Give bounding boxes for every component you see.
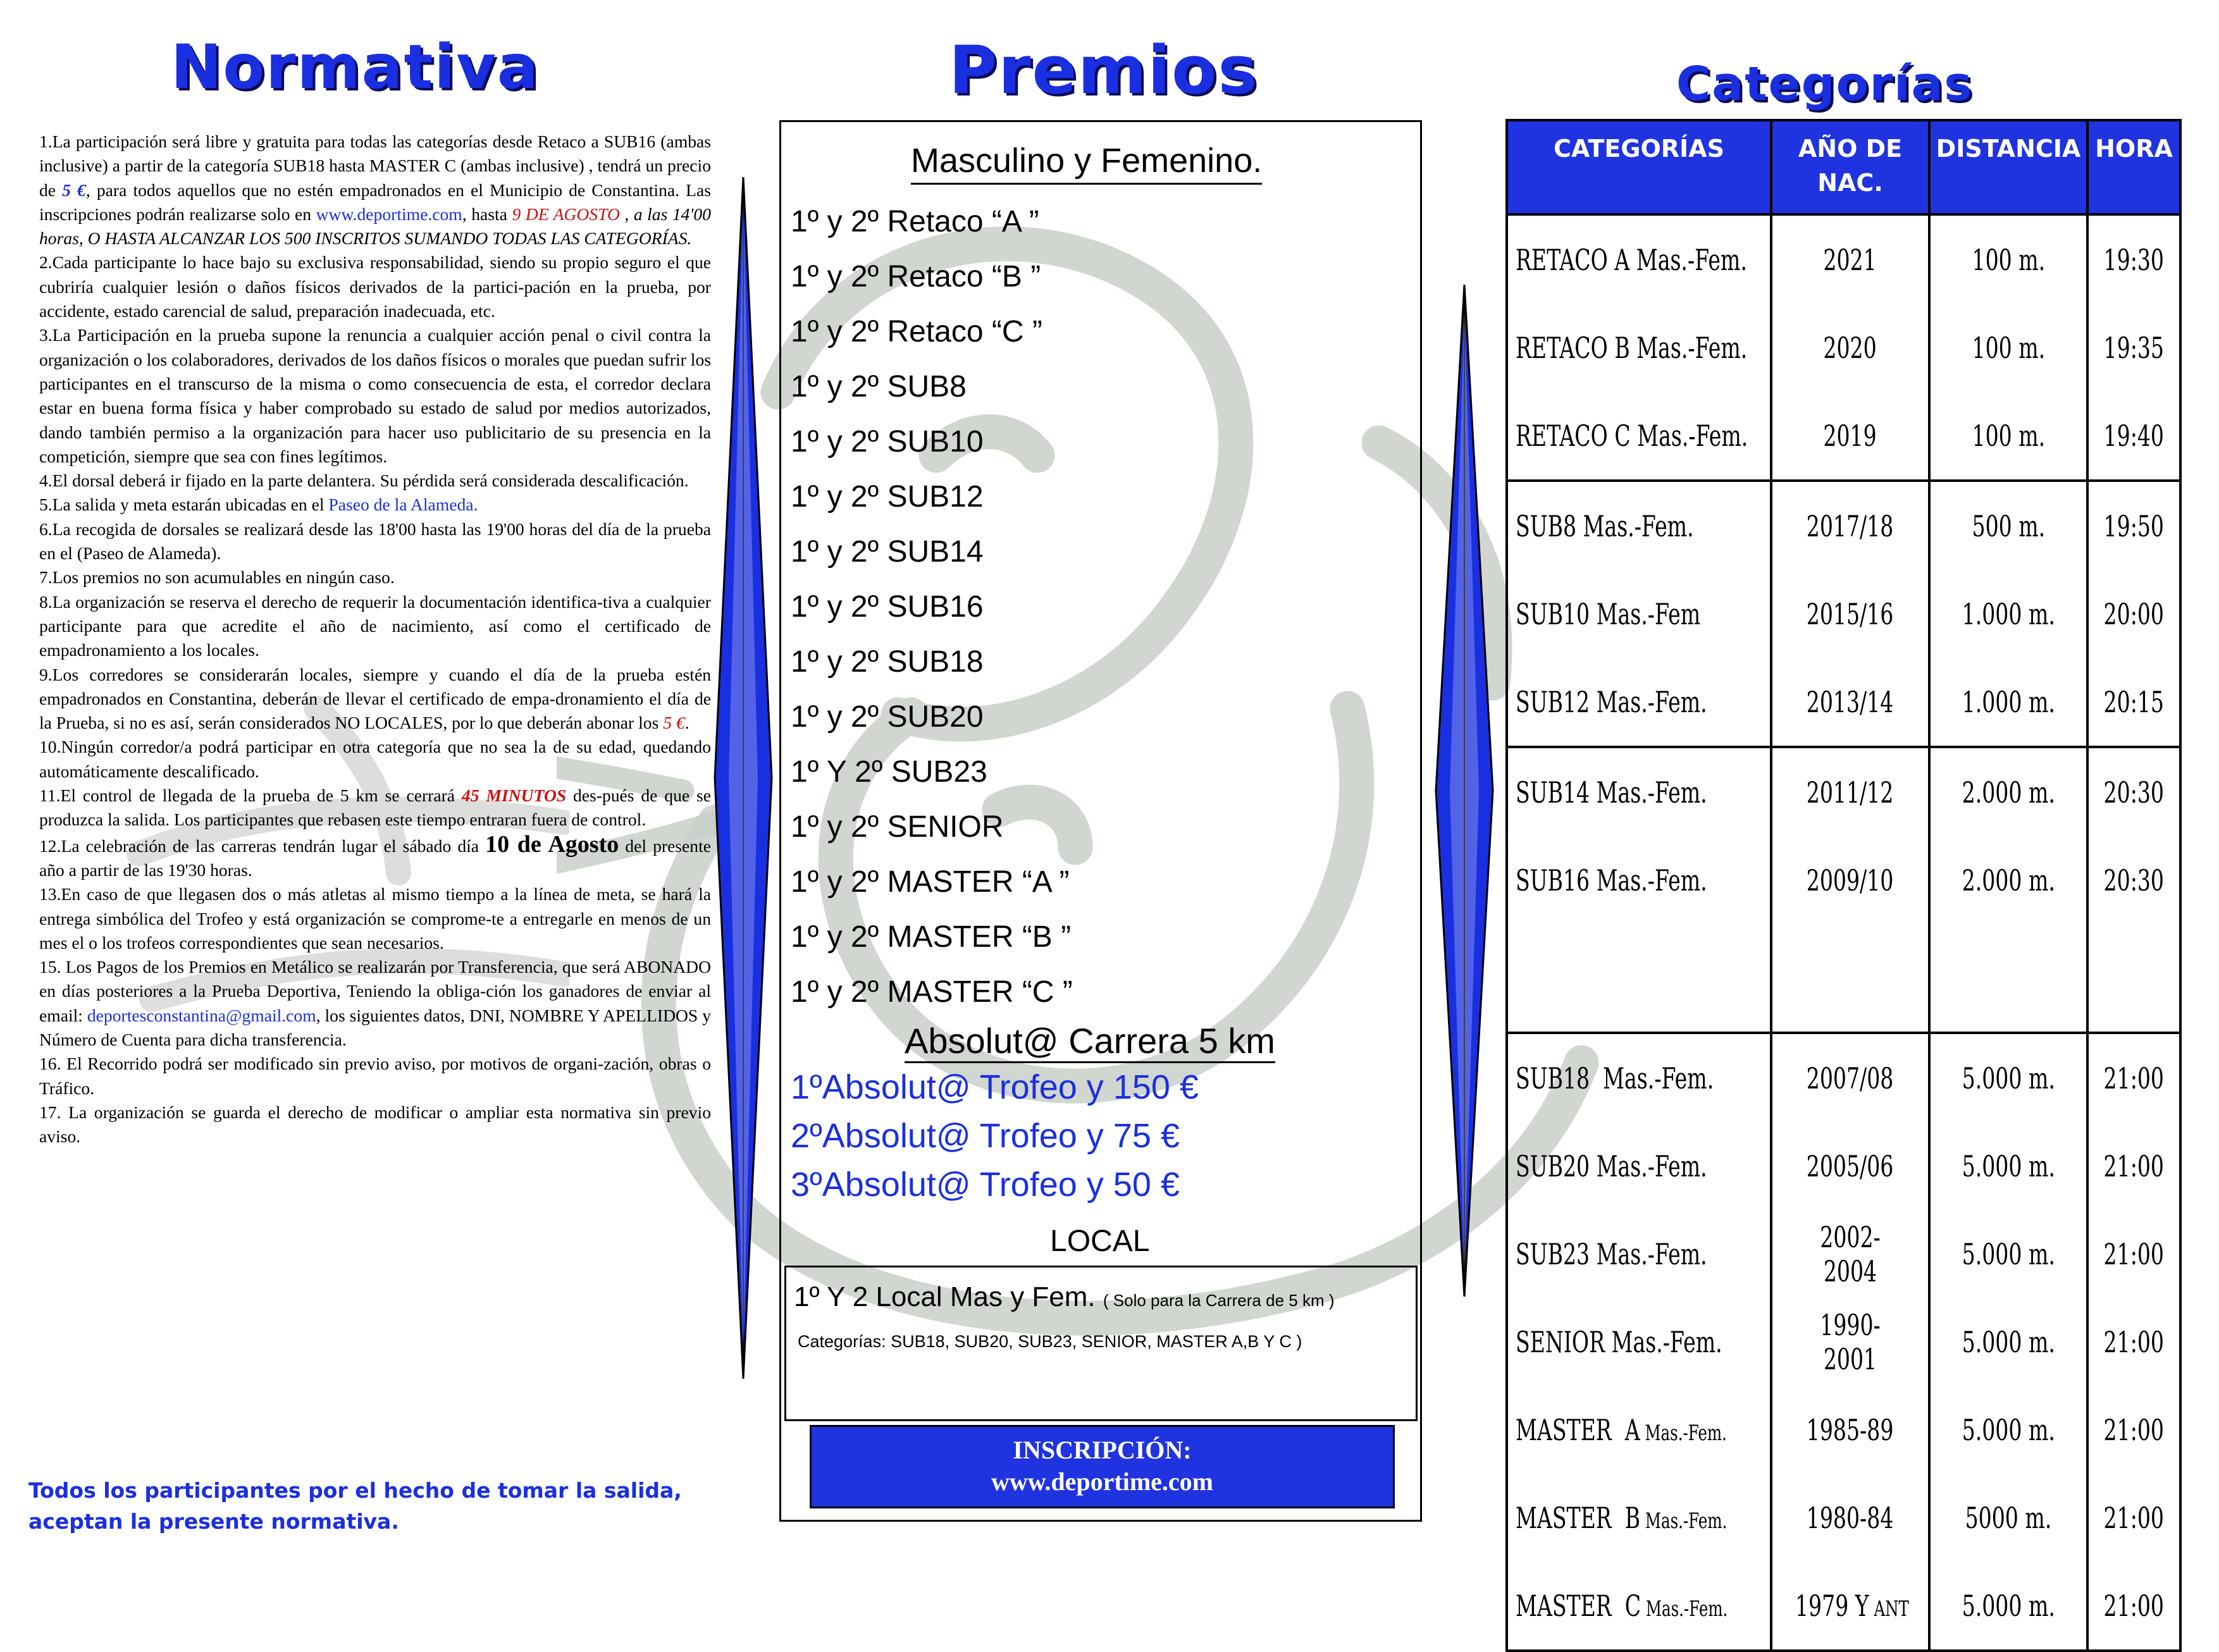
rule-1-deadline: 9 DE AGOSTO: [512, 204, 620, 224]
birth-year: 2011/12: [1807, 775, 1894, 810]
distance: 100 m.: [1972, 242, 2045, 277]
table-row: [1507, 1386, 2180, 1474]
distance: 5000 m.: [1965, 1500, 2052, 1535]
rule-9-price: 5 €: [663, 713, 685, 733]
category-name: SUB12 Mas.-Fem.: [1516, 684, 1707, 719]
birth-year: 1985-89: [1807, 1412, 1894, 1447]
start-time: 21:00: [2103, 1412, 2165, 1447]
header-hora: HORA: [2087, 120, 2180, 214]
rule-5-text: 5.La salida y meta estarán ubicadas en el: [39, 495, 329, 515]
birth-year: 2020: [1823, 330, 1877, 365]
rule-11: [39, 784, 711, 832]
table-row: [1507, 1210, 2180, 1298]
table-row: [1507, 214, 2180, 304]
start-time: 21:00: [2103, 1061, 2165, 1095]
birth-year: 2005/06: [1807, 1149, 1894, 1183]
birth-year-suffix: ANT: [1869, 1596, 1909, 1622]
normativa-footer-note: Todos los participantes por el hecho de tomar la salida, aceptan la presente normativa.: [28, 1478, 682, 1534]
rule-4: 4.El dorsal deberá ir fijado en la parte delantera. Su pérdida será considerada descalificación.: [39, 471, 689, 491]
rule-6: 6.La recogida de dorsales se realizará desde las 18'00 hasta las 19'00 horas del día de la prueba en el (Paseo de Alameda).: [39, 519, 711, 564]
distance: 100 m.: [1972, 418, 2045, 453]
distance: 2.000 m.: [1962, 863, 2055, 897]
rule-5: [39, 493, 711, 517]
distance: 1.000 m.: [1962, 684, 2055, 719]
table-row: [1507, 747, 2180, 836]
start-time: 21:00: [2103, 1588, 2165, 1623]
normativa-heading: Normativa: [171, 32, 540, 102]
rule-16: 16. El Recorrido podrá ser modificado sin previo aviso, por motivos de organi-zación, obras o Tráfico.: [39, 1054, 711, 1098]
rule-9-text-b: .: [684, 713, 689, 733]
category-name: [1516, 1501, 1727, 1535]
rule-15-text: 15. Los Pagos de los Premios en Metálico se realizarán por Transferencia, que será ABONADO en días posteriores a la Prueba Deportiva, Teniendo la obliga-ción los ganadores de enviar al email:: [39, 957, 711, 1025]
category-name: SUB14 Mas.-Fem.: [1516, 775, 1707, 810]
start-time: 21:00: [2103, 1149, 2165, 1183]
birth-year: 1990-2001: [1820, 1307, 1881, 1376]
distance: 2.000 m.: [1962, 775, 2055, 810]
start-time: 19:50: [2103, 509, 2165, 543]
category-name: SUB20 Mas.-Fem.: [1516, 1149, 1707, 1183]
local-prize-categories: Categorías: SUB18, SUB20, SUB23, SENIOR, MASTER A,B Y C ): [798, 1332, 1302, 1351]
local-prize-note: ( Solo para la Carrera de 5 km ): [1103, 1291, 1335, 1310]
category-name: RETACO C Mas.-Fem.: [1516, 418, 1748, 453]
local-prize-box: [784, 1266, 1418, 1421]
prize-item: 1º y 2º SENIOR: [791, 810, 1004, 844]
prize-item: 1º y 2º SUB16: [791, 590, 984, 624]
contact-email-link[interactable]: deportesconstantina@gmail.com: [87, 1005, 316, 1025]
birth-year: [1795, 1589, 1909, 1623]
normativa-rules: [39, 130, 711, 1149]
prize-item: 1º y 2º MASTER “A ”: [791, 865, 1070, 899]
rule-12-text-b: del presente año a partir de las 19'30 horas.: [39, 835, 712, 880]
absolut-title: Absolut@ Carrera 5 km: [905, 1020, 1275, 1063]
rule-11-text-b: des-pués de que se produzca la salida. Los participantes que rebasen este tiempo entraran fuera de control.: [39, 786, 711, 830]
local-prize-main: [794, 1281, 1334, 1313]
distance: 1.000 m.: [1962, 596, 2055, 631]
rule-17: 17. La organización se guarda el derecho de modificar o ampliar esta normativa sin previo aviso.: [39, 1102, 711, 1147]
header-distancia: DISTANCIA: [1929, 120, 2087, 214]
table-row: [1507, 1122, 2180, 1210]
table-header-row: [1507, 120, 2180, 214]
local-prize-text: 1º Y 2 Local Mas y Fem.: [794, 1281, 1096, 1312]
right-diamond-divider: [1430, 285, 1499, 1297]
birth-year: 2021: [1823, 242, 1877, 277]
start-time: 21:00: [2103, 1500, 2165, 1535]
start-time: 21:00: [2103, 1324, 2165, 1359]
rule-1-price: 5 €: [62, 180, 86, 200]
prize-item: 1º y 2º SUB14: [791, 535, 984, 569]
absolut-prize-3: 3ºAbsolut@ Trofeo y 50 €: [791, 1166, 1180, 1204]
birth-year-main: 1979 Y: [1795, 1588, 1869, 1623]
table-row: [1507, 1562, 2180, 1651]
distance: 500 m.: [1972, 509, 2045, 543]
birth-year: 2002-2004: [1820, 1219, 1881, 1288]
rule-3: 3.La Participación en la prueba supone la renuncia a cualquier acción penal o civil contra la organización o los colaboradores, derivados de los daños físicos o morales que puedan sufrir los participantes en el transcurso de la misma o como consecuencia de esta, el corredor declara estar en buena forma física y haber comprobado su estado de salud por medios autorizados, dando también permiso a la organización para hacer uso publicitario de su presencia en la competición, siempre que sea con fines legítimos.: [39, 325, 711, 466]
category-name: SUB10 Mas.-Fem: [1516, 596, 1701, 631]
rule-11-time: 45 MINUTOS: [461, 786, 567, 806]
start-time: 19:30: [2103, 242, 2165, 277]
rule-1-text-d: , a las 14'00 horas, O HASTA ALCANZAR LOS 500 INSCRITOS SUMANDO TODAS LAS CATEGORÍAS.: [39, 204, 711, 249]
rule-15: [39, 955, 711, 1052]
prize-item: 1º y 2º SUB20: [791, 700, 984, 734]
start-time: 21:00: [2103, 1236, 2165, 1271]
birth-year: 2007/08: [1807, 1061, 1894, 1095]
category-name: SUB16 Mas.-Fem.: [1516, 863, 1707, 897]
rule-9-text: 9.Los corredores se considerarán locales, siempre y cuando el día de la prueba estén empadronados en Constantina, deberán de llevar el certificado de empa-dronamiento el día de la Prueba, si no es así, serán considerados NO LOCALES, por lo que deberán abonar los: [39, 664, 711, 733]
category-name: SUB8 Mas.-Fem.: [1516, 509, 1694, 543]
category-name-main: MASTER A: [1516, 1412, 1640, 1447]
distance: 5.000 m.: [1962, 1588, 2055, 1623]
rule-2: 2.Cada participante lo hace bajo su exclusiva responsabilidad, siendo su propio seguro el que cubriría cualquier lesión o daños físicos derivados de la partici-pación en la prueba, por accidente, estado carencial de salud, preparación inadecuada, etc.: [39, 252, 711, 321]
table-row: [1507, 658, 2180, 747]
left-diamond-divider: [708, 177, 778, 1379]
category-name: RETACO A Mas.-Fem.: [1516, 242, 1747, 277]
distance: 100 m.: [1972, 330, 2045, 365]
prize-item: 1º y 2º MASTER “B ”: [791, 920, 1072, 954]
birth-year: 2009/10: [1807, 863, 1894, 897]
premios-heading: Premios: [949, 32, 1259, 109]
rule-12: [39, 832, 711, 883]
prize-item: 1º Y 2º SUB23: [791, 755, 987, 789]
rule-12-text: 12.La celebración de las carreras tendrán lugar el sábado día: [39, 835, 486, 856]
inscripcion-banner[interactable]: [810, 1425, 1395, 1508]
category-name-main: MASTER B: [1516, 1500, 1641, 1535]
rule-5-location: Paseo de la Alameda.: [328, 495, 478, 515]
distance: 5.000 m.: [1962, 1149, 2055, 1183]
rule-1: [39, 130, 711, 250]
rule-1-text-c: , hasta: [462, 204, 512, 224]
rule-9: [39, 663, 711, 736]
birth-year: 2017/18: [1807, 509, 1894, 543]
category-name-main: MASTER C: [1516, 1588, 1641, 1623]
local-title: LOCAL: [1050, 1224, 1150, 1258]
rule-15-text-b: , los siguientes datos, DNI, NOMBRE Y APELLIDOS y Número de Cuenta para dicha transferencia.: [39, 1005, 711, 1049]
header-categorias: CATEGORÍAS: [1507, 120, 1771, 214]
table-row: [1507, 1474, 2180, 1562]
table-spacer-row: [1507, 924, 2180, 1033]
categorias-heading: Categorías: [1676, 57, 1974, 111]
rule-8: 8.La organización se reserva el derecho de requerir la documentación identifica-tiva a cualquier participante para que acredite el año de nacimiento, así como el certificado de empadronamiento a los locales.: [39, 591, 711, 660]
start-time: 20:15: [2103, 684, 2165, 719]
rule-12-date: 10 de Agosto: [485, 830, 619, 858]
birth-year: 2013/14: [1807, 684, 1894, 719]
table-row: [1507, 836, 2180, 924]
rule-13: 13.En caso de que llegasen dos o más atletas al mismo tiempo a la línea de meta, se hará la entrega simbólica del Trofeo y está organización se comprome-te a entregarle en menos de un mes el o los trofeos correspondientes que sean necesarios.: [39, 884, 711, 952]
prize-item: 1º y 2º SUB10: [791, 425, 984, 459]
category-name: [1516, 1413, 1727, 1447]
start-time: 19:40: [2103, 418, 2165, 453]
rule-7: 7.Los premios no son acumulables en ningún caso.: [39, 567, 395, 588]
rule-1-text-b: , para todos aquellos que no estén empadronados en el Municipio de Constantina. Las inscripciones podrán realizarse solo en: [39, 180, 711, 224]
header-ano-nac: AÑO DE NAC.: [1771, 120, 1929, 214]
prize-item: 1º y 2º Retaco “A ”: [791, 205, 1039, 238]
prize-item: 1º y 2º Retaco “B ”: [791, 260, 1041, 293]
distance: 5.000 m.: [1962, 1324, 2055, 1359]
table-row: [1507, 481, 2180, 570]
distance: 5.000 m.: [1962, 1061, 2055, 1095]
rule-1-text: 1.La participación será libre y gratuita para todas las categorías desde Retaco a SUB16 (ambas inclusive) a partir de la categoría SUB18 hasta MASTER C (ambas inclusive) , tendrá un precio de: [39, 132, 711, 200]
category-name: RETACO B Mas.-Fem.: [1516, 330, 1748, 365]
start-time: 20:00: [2103, 596, 2165, 631]
prize-item: 1º y 2º SUB18: [791, 645, 984, 679]
start-time: 20:30: [2103, 863, 2165, 897]
prize-item: 1º y 2º SUB12: [791, 480, 984, 514]
start-time: 20:30: [2103, 775, 2165, 810]
distance: 5.000 m.: [1962, 1236, 2055, 1271]
table-row: [1507, 1033, 2180, 1122]
table-row: [1507, 570, 2180, 658]
table-row: [1507, 1298, 2180, 1386]
table-row: [1507, 391, 2180, 481]
category-name: SUB18 Mas.-Fem.: [1516, 1061, 1714, 1095]
inscripcion-label: INSCRIPCIÓN:: [1013, 1436, 1192, 1464]
table-row: [1507, 304, 2180, 391]
category-name: [1516, 1589, 1728, 1623]
premios-subtitle: Masculino y Femenino.: [911, 141, 1262, 185]
category-name-suffix: Mas.-Fem.: [1640, 1420, 1727, 1446]
deportime-link[interactable]: www.deportime.com: [316, 204, 462, 224]
categorias-table: [1505, 119, 2182, 1652]
birth-year: 1980-84: [1807, 1500, 1894, 1535]
rule-10: 10.Ningún corredor/a podrá participar en otra categoría que no sea la de su edad, quedando automáticamente descalificado.: [39, 737, 711, 781]
prize-item: 1º y 2º MASTER “C ”: [791, 975, 1073, 1009]
rule-11-text: 11.El control de llegada de la prueba de 5 km se cerrará: [39, 786, 462, 806]
category-name: SENIOR Mas.-Fem.: [1516, 1324, 1722, 1359]
start-time: 19:35: [2103, 330, 2165, 365]
birth-year: 2015/16: [1807, 596, 1894, 631]
inscripcion-url[interactable]: www.deportime.com: [991, 1467, 1214, 1496]
category-name-suffix: Mas.-Fem.: [1641, 1596, 1728, 1622]
premios-panel: [779, 120, 1422, 1522]
birth-year: 2019: [1823, 418, 1877, 453]
distance: 5.000 m.: [1962, 1412, 2055, 1447]
absolut-prize-2: 2ºAbsolut@ Trofeo y 75 €: [791, 1117, 1180, 1155]
prize-item: 1º y 2º SUB8: [791, 370, 967, 404]
category-name-suffix: Mas.-Fem.: [1640, 1508, 1728, 1534]
prize-item: 1º y 2º Retaco “C ”: [791, 315, 1042, 348]
absolut-prize-1: 1ºAbsolut@ Trofeo y 150 €: [791, 1068, 1199, 1106]
category-name: SUB23 Mas.-Fem.: [1516, 1236, 1707, 1271]
